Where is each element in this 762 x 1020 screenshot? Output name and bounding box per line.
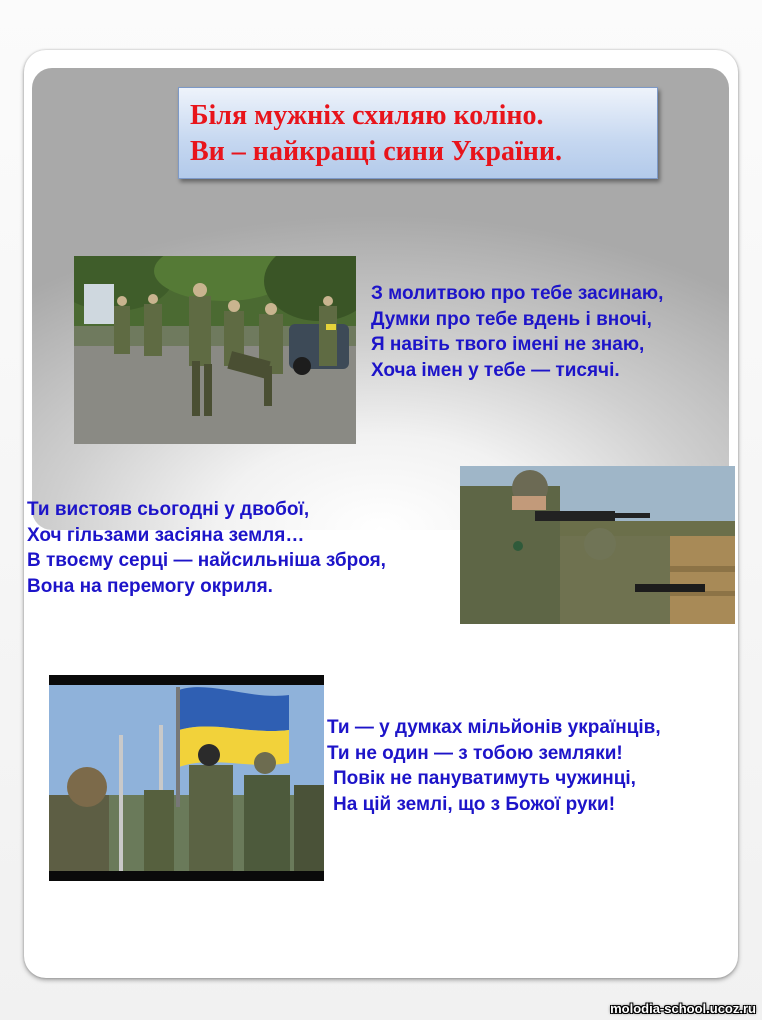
verse-2-line-4: Вона на перемогу окриля. <box>27 575 273 597</box>
verse-3-line-1: Ти — у думках мільйонів українців, <box>327 717 661 738</box>
verse-3-line-4: На цій землі, що з Божої руки! <box>333 793 616 815</box>
verse-2-line-1: Ти вистояв сьогодні у двобої, <box>27 499 310 520</box>
verse-3 <box>327 715 661 817</box>
verse-2-line-2: Хоч гільзами засіяна земля… <box>27 524 305 546</box>
soldiers-raising-ukrainian-flag-photo <box>49 675 324 881</box>
verse-3-line-3: Повік не пануватимуть чужинці, <box>333 768 636 789</box>
watermark: molodia-school.ucoz.ru <box>610 1001 756 1016</box>
title-box <box>178 87 658 179</box>
verse-3-line-2: Ти не один — з тобою земляки! <box>327 742 623 764</box>
verse-2 <box>27 497 386 599</box>
verse-1-line-1: З молитвою про тебе засинаю, <box>371 283 664 304</box>
verse-1-line-4: Хоча імен у тебе — тисячі. <box>371 359 620 381</box>
title-line-2: Ви – найкращі сини України. <box>190 136 563 167</box>
verse-1 <box>371 281 663 383</box>
verse-1-line-3: Я навіть твого імені не знаю, <box>371 334 645 355</box>
soldiers-carrying-wounded-photo <box>74 256 356 444</box>
verse-2-line-3: В твоєму серці — найсильніша зброя, <box>27 550 386 571</box>
soldier-aiming-rifle-photo <box>460 466 735 624</box>
verse-1-line-2: Думки про тебе вдень і вночі, <box>371 308 652 330</box>
title-line-1: Біля мужніх схиляю коліно. <box>190 100 544 131</box>
